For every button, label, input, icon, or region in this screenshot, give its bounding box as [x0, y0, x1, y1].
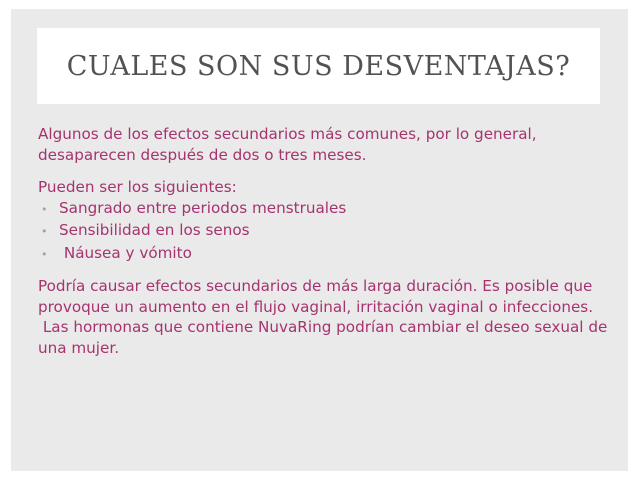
slide	[11, 9, 628, 471]
long-term-paragraph: Podría causar efectos secundarios de más larga duración. Es posible que provoque un aumento en el flujo vaginal, irritación vaginal o infecciones.	[38, 277, 594, 316]
list-item-text: Náusea y vómito	[59, 243, 192, 262]
slide-title: CUALES SON SUS DESVENTAJAS?	[66, 50, 571, 82]
list-heading: Pueden ser los siguientes:	[38, 178, 237, 196]
hormones-paragraph: Las hormonas que contiene NuvaRing podrían cambiar el deseo sexual de una mujer.	[38, 318, 613, 357]
bullet-icon: •	[41, 225, 48, 238]
list-item	[38, 243, 623, 266]
intro-paragraph: Algunos de los efectos secundarios más comunes, por lo general, desaparecen después de dos o tres meses.	[38, 125, 537, 164]
title-box	[37, 28, 600, 104]
slide-body	[38, 124, 623, 358]
list-item-text: Sensibilidad en los senos	[59, 221, 250, 239]
list-item-text: Sangrado entre periodos menstruales	[59, 198, 347, 217]
list-item	[38, 198, 623, 221]
bullet-icon: •	[41, 247, 48, 261]
bullet-icon: •	[41, 202, 48, 216]
list-item	[38, 220, 623, 243]
